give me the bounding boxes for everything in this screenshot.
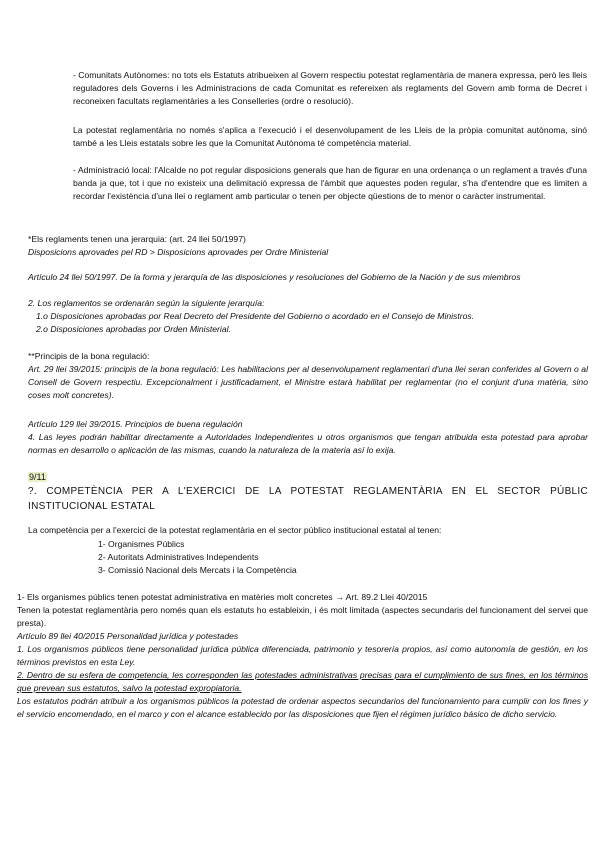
- competencia-list: [98, 538, 588, 577]
- section-heading: ?. COMPETÈNCIA PER A L'EXERCICI DE LA POTESTAT REGLAMENTÀRIA EN EL SECTOR PÚBLIC INSTITUCIONAL ESTATAL: [28, 486, 588, 512]
- reglamentos-jerarquia-line: 2. Los reglamentos se ordenarán según la siguiente jerarquía:: [28, 298, 265, 308]
- art-29-paragraph: Art. 29 llei 39/2015: principis de la bona regulació: Les habilitacions per al desenvolupament reglamentari d'una llei seran conferides al Govern o al Consell de Govern respectiu. Excepcionalment i justificadament, el Ministre estarà habilitat per reglamentar (no el conjunt d'una matèria, sino coses molt concretes).: [28, 364, 588, 400]
- comunitats-autonomes-paragraph: - Comunitats Autònomes: no tots els Estatuts atribueixen al Govern respectiu potestat reglamentària de manera expressa, però les lleis reguladores dels Governs i les Administracions de cada Comunitat es refereixen als reglaments del Govern amb forma de Decret i reconeixen facultats reglamentàries a les Conselleries (ordre o resolució).: [73, 70, 587, 106]
- bona-regulacio-line: **Principis de la bona regulació:: [28, 351, 150, 361]
- esfera-competencia-paragraph: 2. Dentro de su esfera de competencia, les corresponden las potestades administrativas precisas para el cumplimiento de sus fines, en los términos que prevean sus estatutos, salvo la potestad expropiatoria.: [17, 670, 588, 693]
- organismos-personalidad-paragraph: 1. Los organismos públicos tiene personalidad jurídica pública diferenciada, patrimonio y tesorería propios, así como autonomía de gestión, en los términos previstos en esta Ley.: [17, 644, 588, 667]
- competencia-intro: La competència per a l'exercici de la potestat reglamentària en el sector público institucional estatal al tenen:: [28, 525, 442, 535]
- organismes-publics-line: 1- Els organismes públics tenen potestat administrativa en matèries molt concretes → Art. 89.2 Llei 40/2015: [17, 592, 428, 602]
- articulo-89-heading: Artículo 89 llei 40/2015 Personalidad jurídica y potestades: [17, 631, 239, 641]
- disposicions-line: Disposicions aprovades pel RD > Disposicions aprovades per Ordre Ministerial: [28, 247, 329, 257]
- list-item: 2- Autoritats Administratives Independents: [98, 552, 259, 562]
- articulo-24-heading: Artículo 24 llei 50/1997. De la forma y jerarquía de las disposiciones y resoluciones del Gobierno de la Nación y de sus miembros: [28, 272, 521, 282]
- list-item: 1- Organismes Públics: [98, 539, 185, 549]
- leyes-habilitar-paragraph: 4. Las leyes podrán habilitar directamente a Autoridades Independientes u otros organismos que tengan atribuida esta potestad para aprobar normas en desarrollo o aplicación de las mismas, cuando la naturaleza de la materia así lo exija.: [28, 432, 588, 455]
- page-number-label: 9/11: [29, 472, 46, 482]
- reglaments-jerarquia-line: *Els reglaments tenen una jerarquia: (art. 24 llei 50/1997): [28, 234, 246, 244]
- potestat-paragraph: La potestat reglamentària no només s'aplica a l'execució i el desenvolupament de les Lleis de la pròpia comunitat autònoma, sinó també a les Lleis estatals sobre les que la Comunitat Autònoma té competència material.: [73, 125, 587, 148]
- list-item: 3- Comissió Nacional dels Mercats i la Competència: [98, 565, 297, 575]
- articulo-129-heading: Artículo 129 llei 39/2015. Principios de buena regulación: [28, 419, 243, 429]
- disposiciones-real-decreto-line: 1.o Disposiciones aprobadas por Real Decreto del Presidente del Gobierno o acordado en el Consejo de Ministros.: [36, 311, 475, 321]
- administracio-local-paragraph: - Administració local: l'Alcalde no pot regular disposicions generals que han de figurar en una ordenança o un reglament a través d'una banda ja que, tot i que no existeix una delimitació expressa de l'àmbit que aquestes poden regular, s'ha d'entendre que es limiten a recordar l'existència d'una llei o reglament amb particular o tenen per objecte qüestions de to menor o caràcter instrumental.: [73, 165, 587, 201]
- disposiciones-orden-line: 2.o Disposiciones aprobadas por Orden Ministerial.: [36, 324, 231, 334]
- estatutos-paragraph: Los estatutos podrán atribuir a los organismos públicos la potestad de ordenar aspectos secundarios del funcionamiento para cumplir con los fines y el servicio encomendado, en el marco y con el alcance establecido por las disposiciones que fijen el régimen jurídico básico de dicho servicio.: [17, 696, 588, 719]
- page-number: [28, 471, 47, 484]
- potestat-reglamentaria-paragraph: Tenen la potestat reglamentària pero només quan els estatuts ho estableixin, i és molt limitada (aspectes secundaris del funcionament del servei que presta).: [17, 605, 588, 628]
